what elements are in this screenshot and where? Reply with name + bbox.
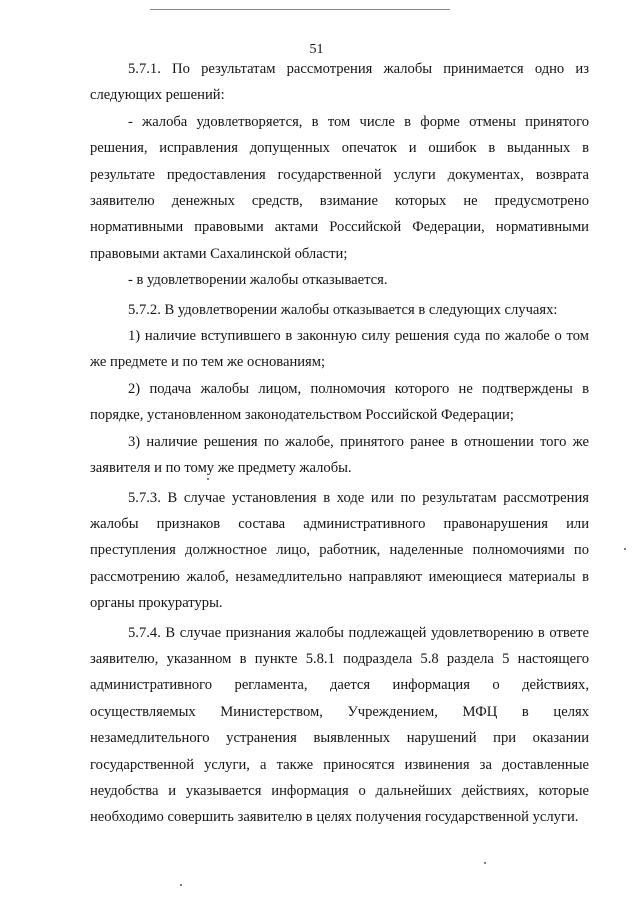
document-body <box>90 56 589 831</box>
page-number: 51 <box>309 42 324 57</box>
paragraph-case-1: 1) наличие вступившего в законную силу решения суда по жалобе о том же предмете и по тем же основаниям; <box>90 328 589 371</box>
scan-speck <box>180 884 182 886</box>
scan-speck <box>207 478 209 480</box>
scan-speck <box>624 548 626 550</box>
scan-edge-line <box>150 9 450 10</box>
paragraph-decision-satisfy: - жалоба удовлетворяется, в том числе в форме отмены принятого решения, исправления допущенных опечаток и ошибок в выданных в результате предоставления государственной услуги документах, возврата заявителю денежных средств, взимание которых не предусмотрено нормативными правовыми актами Российской Федерации, нормативными правовыми актами Сахалинской области; <box>90 113 589 262</box>
paragraph-5-7-4: 5.7.4. В случае признания жалобы подлежащей удовлетворению в ответе заявителю, указанном в пункте 5.8.1 подраздела 5.8 раздела 5 настоящего административного регламента, дается информация о действиях, осуществляемых Министерством, Учреждением, МФЦ в целях незамедлительного устранения выявленных нарушений при оказании государственной услуги, а также приносятся извинения за доставленные неудобства и указывается информация о дальнейших действиях, которые необходимо совершить заявителю в целях получения государственной услуги. <box>90 624 589 826</box>
scan-speck <box>484 862 486 864</box>
paragraph-decision-refuse: - в удовлетворении жалобы отказывается. <box>128 272 388 289</box>
paragraph-5-7-2: 5.7.2. В удовлетворении жалобы отказывается в следующих случаях: <box>128 301 558 318</box>
paragraph-5-7-1: 5.7.1. По результатам рассмотрения жалобы принимается одно из следующих решений: <box>90 61 589 104</box>
paragraph-case-2: 2) подача жалобы лицом, полномочия которого не подтверждены в порядке, установленном законодательством Российской Федерации; <box>90 380 589 424</box>
paragraph-5-7-3: 5.7.3. В случае установления в ходе или по результатам рассмотрения жалобы признаков состава административного правонарушения или преступления должностное лицо, работник, наделенные полномочиями по рассмотрению жалоб, незамедлительно направляют имеющиеся материалы в органы прокуратуры. <box>90 489 589 612</box>
paragraph-case-3: 3) наличие решения по жалобе, принятого ранее в отношении того же заявителя и по тому же предмету жалобы. <box>90 433 589 477</box>
